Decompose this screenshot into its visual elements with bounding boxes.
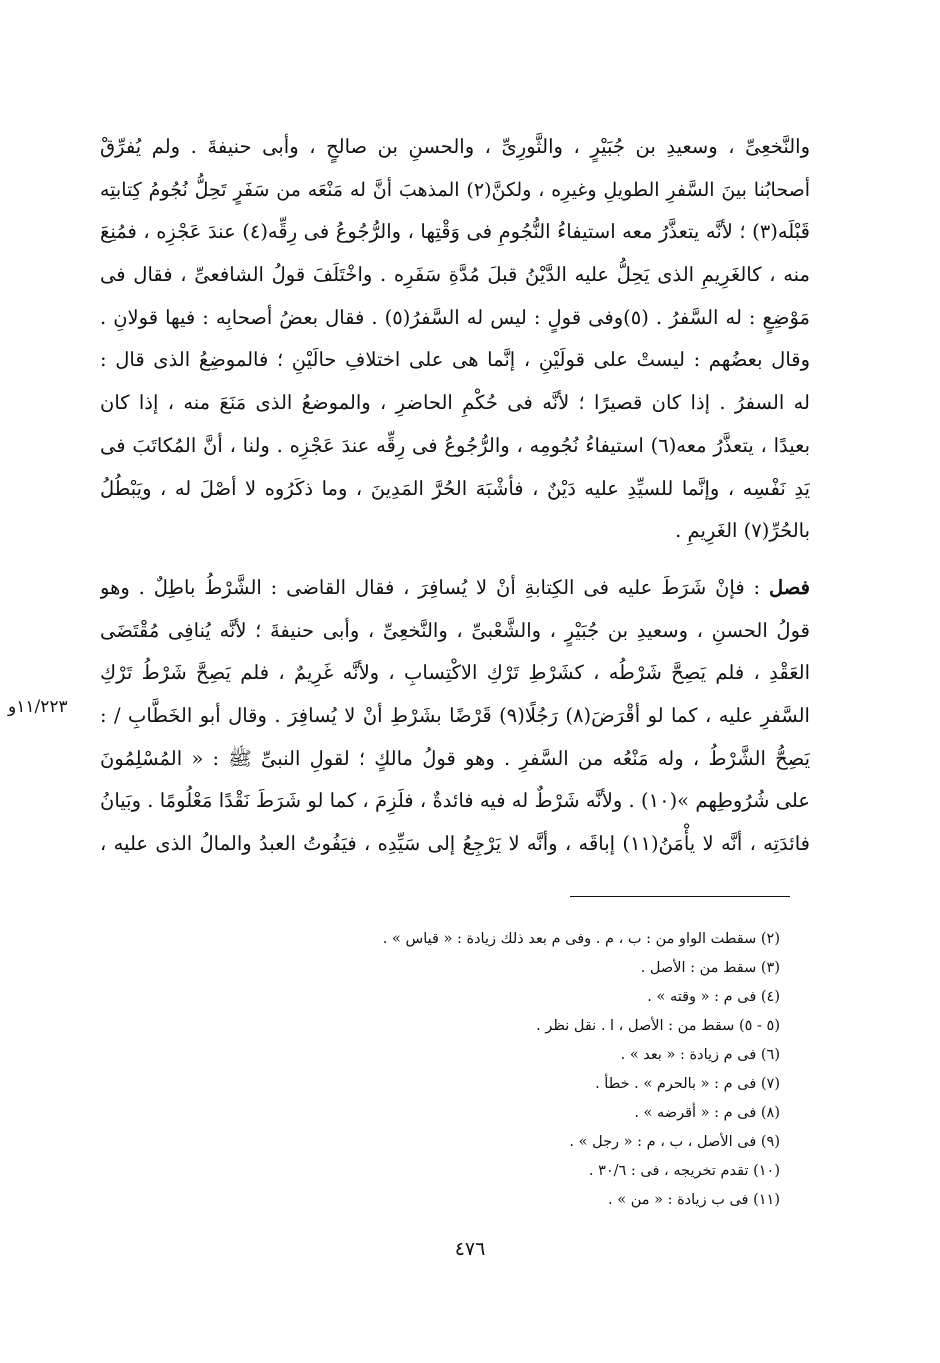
footnote: (٩) فى الأصل ، ب ، م : « رجل » . [569,1134,780,1150]
footnote: (٧) فى م : « بالحرم » . خطأ . [595,1076,780,1092]
text-line: على شُرُوطِهم »(١٠) . ولأنَّه شَرْطٌ له فيه فائدةٌ ، فلَزِمَ ، كما لو شَرَطَ نَقْدًا مَعْلُومًا . وبَيانُ [100,789,810,813]
text-line: مَوْضِعٍ : له السَّفرُ . (٥)وفى قولٍ : ليس له السَّفرُ(٥) . فقال بعضُ أصحابِه : فيها قولانِ . [100,305,810,329]
text-line: منه ، كالغَرِيمِ الذى يَحِلُّ عليه الدَّيْنُ قبلَ مُدَّةِ سَفَرِه . واخْتَلَفَ قولُ الشافعىِّ ، فقال فى [100,263,810,287]
text-line: وقال بعضُهم : ليستْ على قولَيْنِ ، إنَّما هى على اختلافِ حالَيْنِ ؛ فالموضِعُ الذى قال : [100,348,810,372]
text-line: له السفرُ . إذا كان قصيرًا ؛ لأنَّه فى حُكْمِ الحاضرِ ، والموضعُ الذى مَنَعَ منه ، إذا كان [100,391,810,415]
text-line: والنَّخعِىِّ ، وسعيدِ بن جُبَيْرٍ ، والثَّورِىِّ ، والحسنِ بن صالحٍ ، وأبى حنيفةَ . ولم يُفرِّقْ [100,135,810,158]
footnote: (٨) فى م : « أقرضه » . [634,1105,780,1121]
page-number: ٤٧٦ [454,1238,486,1260]
footnotes [300,925,780,1215]
text-line: العَقْدِ ، فلم يَصِحَّ شَرْطُه ، كشَرْطِ تَرْكِ الاكْتِسابِ ، ولأنَّه غَرِيمٌ ، فلم يَصِحَّ شَرْطُ تَرْكِ [100,661,810,685]
main-text [100,126,810,866]
text-line: فائدَتِه ، أنَّه لا يأْمَنُ(١١) إباقَه ، وأنَّه لا يَرْجِعُ إلى سَيِّدِه ، فيَفُوتُ العبدُ والمالُ الذى عليه ، [100,832,810,855]
footnote: (٢) سقطت الواو من : ب ، م . وفى م بعد ذلك زيادة : « قياس » . [382,931,780,947]
text-line: بعيدًا ، يتعذَّرُ معه(٦) استيفاءُ نُجُومِه ، والرُّجُوعُ فى رِقِّه عندَ عَجْزِه . ولنا ، أنَّ المُكاتَبَ فى [100,433,810,457]
fasl-line-text: : فإنْ شَرَطَ عليه فى الكِتابةِ أنْ لا يُسافِرَ ، فقال القاضى : الشَّرْطُ باطِلٌ . وهو [100,575,769,599]
margin-reference: ١١/٢٢٣و [8,697,68,717]
text-line: السَّفرِ عليه ، كما لو أقْرَضَ(٨) رَجُلًا(٩) قَرْضًا بشَرْطِ أنْ لا يُسافِرَ . وقال أبو الخَطَّابِ / : [100,703,810,727]
footnote: (١٠) تقدم تخريجه ، فى : ٣٠/٦ . [588,1163,780,1179]
fasl-line [100,567,810,610]
footnote: (١١) فى ب زيادة : « من » . [608,1192,780,1208]
text-line: قَبْلَه(٣) ؛ لأنَّه يتعذَّرُ معه استيفاءُ النُّجُومِ فى وَقْتِها ، والرُّجُوعُ فى رِقِّه(٤) عندَ عَجْزِه ، فمُنِعَ [100,220,810,244]
paragraph-gap [100,553,810,567]
footnote: (٦) فى م زيادة : « بعد » . [620,1047,780,1063]
text-line: قولُ الحسنِ ، وسعيدِ بن جُبَيْرٍ ، والشَّعْبىِّ ، والنَّخعِىِّ ، وأبى حنيفةَ ؛ لأنَّه يُنافِى مُقْتَضَى [100,618,810,642]
text-line: أصحابُنا بينَ السَّفرِ الطويلِ وغيرِه ، ولكنَّ(٢) المذهبَ أنَّ له مَنْعَه من سَفَرٍ تَحِلُّ نُجُومُ كِتابتِه [100,178,810,201]
fasl-heading: فصل [769,575,810,599]
footnote: (٥ - ٥) سقط من : الأصل ، ا . نقل نظر . [536,1018,780,1034]
footnote: (٤) فى م : « وقته » . [647,989,780,1005]
footnote-separator [570,896,790,897]
text-line: يَصِحُّ الشَّرْطُ ، وله مَنْعُه من السَّفرِ . وهو قولُ مالكٍ ؛ لقولِ النبىِّ ﷺ : « المُسْلِمُونَ [100,746,810,770]
text-line: بالحُرِّ(٧) الغَرِيمِ . [675,519,810,543]
footnote: (٣) سقط من : الأصل . [640,960,780,976]
text-line: يَدِ نَفْسِه ، وإنَّما للسيِّدِ عليه دَيْنٌ ، فأشْبَهَ الحُرَّ المَدِينَ ، وما ذكَرُوه لا أصْلَ له ، ويَبْطُلُ [100,476,810,500]
